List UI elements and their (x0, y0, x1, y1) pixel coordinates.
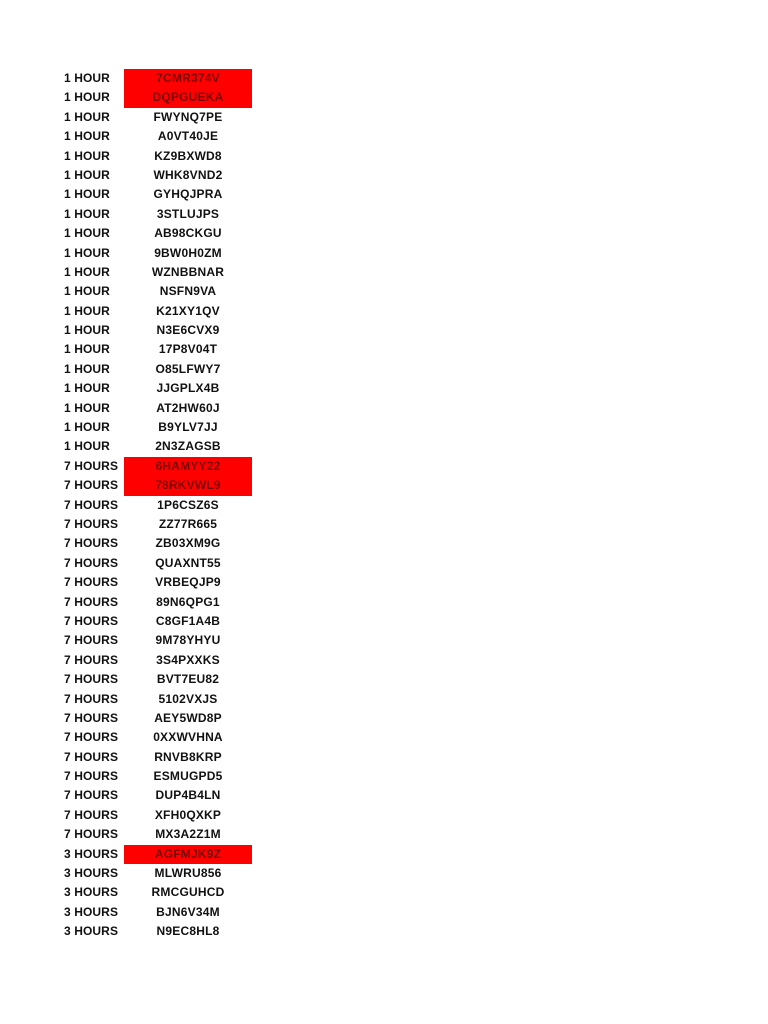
code-cell: B9YLV7JJ (158, 420, 218, 435)
table-row (0, 612, 768, 631)
duration-cell: 1 HOUR (64, 342, 110, 357)
table-row (0, 418, 768, 437)
duration-cell: 1 HOUR (64, 245, 110, 260)
table-row (0, 670, 768, 689)
duration-cell: 7 HOURS (64, 594, 119, 609)
table-row (0, 147, 768, 166)
code-cell-highlighted: 7CMR374V (124, 69, 252, 88)
table-row (0, 709, 768, 728)
table-row (0, 593, 768, 612)
duration-cell: 1 HOUR (64, 206, 110, 221)
code-cell: AT2HW60J (156, 400, 220, 415)
duration-cell: 7 HOURS (64, 613, 119, 628)
duration-cell: 1 HOUR (64, 167, 110, 182)
code-cell-highlighted: AGFMJK9Z (124, 845, 252, 864)
table-row (0, 457, 768, 476)
table-row (0, 108, 768, 127)
code-cell: ZB03XM9G (155, 536, 221, 551)
duration-cell: 1 HOUR (64, 439, 110, 454)
duration-cell: 7 HOURS (64, 807, 119, 822)
table-row (0, 340, 768, 359)
code-cell: KZ9BXWD8 (154, 148, 222, 163)
duration-cell: 1 HOUR (64, 90, 110, 105)
code-cell: ZZ77R665 (158, 516, 218, 531)
table-row (0, 496, 768, 515)
code-cell: 89N6QPG1 (156, 594, 220, 609)
code-cell: GYHQJPRA (153, 187, 223, 202)
duration-cell: 1 HOUR (64, 400, 110, 415)
code-cell: C8GF1A4B (155, 613, 221, 628)
code-cell: XFH0QXKP (154, 807, 222, 822)
table-row (0, 825, 768, 844)
duration-cell: 7 HOURS (64, 575, 119, 590)
duration-cell: 1 HOUR (64, 361, 110, 376)
code-cell: MX3A2Z1M (155, 827, 221, 842)
duration-cell: 7 HOURS (64, 710, 119, 725)
table-row (0, 360, 768, 379)
code-cell-highlighted: 78RKVWL9 (124, 476, 252, 495)
table-row (0, 515, 768, 534)
code-cell: 1P6CSZ6S (157, 497, 219, 512)
duration-cell: 7 HOURS (64, 652, 119, 667)
table-row (0, 767, 768, 786)
duration-cell: 7 HOURS (64, 536, 119, 551)
code-cell: MLWRU856 (154, 866, 222, 881)
duration-cell: 7 HOURS (64, 749, 119, 764)
table-row (0, 864, 768, 883)
code-sheet (0, 69, 768, 942)
code-cell: N9EC8HL8 (156, 924, 220, 939)
code-cell: FWYNQ7PE (153, 109, 223, 124)
table-row (0, 786, 768, 805)
table-row (0, 573, 768, 592)
code-cell: AB98CKGU (154, 226, 222, 241)
table-row (0, 728, 768, 747)
code-cell-highlighted: 6HAMYY22 (124, 457, 252, 476)
code-cell: 9BW0H0ZM (154, 245, 222, 260)
duration-cell: 7 HOURS (64, 516, 119, 531)
table-row (0, 748, 768, 767)
code-cell: ESMUGPD5 (153, 769, 223, 784)
table-row (0, 244, 768, 263)
code-cell: AEY5WD8P (154, 710, 222, 725)
table-row (0, 651, 768, 670)
table-row (0, 554, 768, 573)
table-row (0, 399, 768, 418)
duration-cell: 1 HOUR (64, 226, 110, 241)
duration-cell: 1 HOUR (64, 284, 110, 299)
code-cell: BJN6V34M (156, 904, 220, 919)
code-cell: WZNBBNAR (151, 264, 225, 279)
duration-cell: 7 HOURS (64, 827, 119, 842)
duration-cell: 7 HOURS (64, 788, 119, 803)
table-row (0, 69, 768, 88)
duration-cell: 7 HOURS (64, 478, 119, 493)
code-cell: QUAXNT55 (155, 555, 221, 570)
table-row (0, 321, 768, 340)
table-row (0, 534, 768, 553)
table-row (0, 263, 768, 282)
table-row (0, 476, 768, 495)
code-cell: NSFN9VA (159, 284, 217, 299)
duration-cell: 7 HOURS (64, 769, 119, 784)
code-cell: RMCGUHCD (151, 885, 225, 900)
table-row (0, 185, 768, 204)
table-row (0, 631, 768, 650)
code-cell: WHK8VND2 (153, 167, 223, 182)
duration-cell: 3 HOURS (64, 846, 119, 861)
duration-cell: 3 HOURS (64, 904, 119, 919)
table-row (0, 205, 768, 224)
duration-cell: 7 HOURS (64, 458, 119, 473)
code-cell: DUP4B4LN (155, 788, 221, 803)
duration-cell: 3 HOURS (64, 924, 119, 939)
table-row (0, 282, 768, 301)
duration-cell: 3 HOURS (64, 866, 119, 881)
table-row (0, 437, 768, 456)
code-cell: K21XY1QV (156, 303, 220, 318)
table-row (0, 88, 768, 107)
duration-cell: 1 HOUR (64, 420, 110, 435)
duration-cell: 3 HOURS (64, 885, 119, 900)
table-row (0, 806, 768, 825)
table-row (0, 224, 768, 243)
duration-cell: 1 HOUR (64, 381, 110, 396)
duration-cell: 1 HOUR (64, 71, 110, 85)
code-cell: 5102VXJS (158, 691, 218, 706)
duration-cell: 1 HOUR (64, 264, 110, 279)
duration-cell: 7 HOURS (64, 497, 119, 512)
duration-cell: 7 HOURS (64, 730, 119, 745)
table-row (0, 379, 768, 398)
table-row (0, 302, 768, 321)
table-row (0, 883, 768, 902)
code-cell: RNVB8KRP (154, 749, 222, 764)
code-cell: 9M78YHYU (155, 633, 221, 648)
table-row (0, 903, 768, 922)
code-cell: 0XXWVHNA (153, 730, 223, 745)
table-row (0, 166, 768, 185)
duration-cell: 7 HOURS (64, 691, 119, 706)
code-cell: O85LFWY7 (155, 361, 221, 376)
table-row (0, 690, 768, 709)
code-cell: A0VT40JE (157, 129, 219, 144)
duration-cell: 7 HOURS (64, 672, 119, 687)
duration-cell: 7 HOURS (64, 633, 119, 648)
duration-cell: 1 HOUR (64, 129, 110, 144)
table-row (0, 845, 768, 864)
duration-cell: 7 HOURS (64, 555, 119, 570)
code-cell: 2N3ZAGSB (155, 439, 221, 454)
table-row (0, 922, 768, 941)
duration-cell: 1 HOUR (64, 148, 110, 163)
table-row (0, 127, 768, 146)
code-cell: BVT7EU82 (156, 672, 220, 687)
code-cell: 17P8V04T (158, 342, 218, 357)
duration-cell: 1 HOUR (64, 187, 110, 202)
duration-cell: 1 HOUR (64, 109, 110, 124)
code-cell-highlighted: DQPGUEKA (124, 88, 252, 107)
code-cell: N3E6CVX9 (156, 323, 220, 338)
code-cell: 3STLUJPS (156, 206, 220, 221)
duration-cell: 1 HOUR (64, 303, 110, 318)
code-cell: 3S4PXXKS (156, 652, 220, 667)
duration-cell: 1 HOUR (64, 323, 110, 338)
code-cell: JJGPLX4B (156, 381, 220, 396)
code-cell: VRBEQJP9 (155, 575, 221, 590)
